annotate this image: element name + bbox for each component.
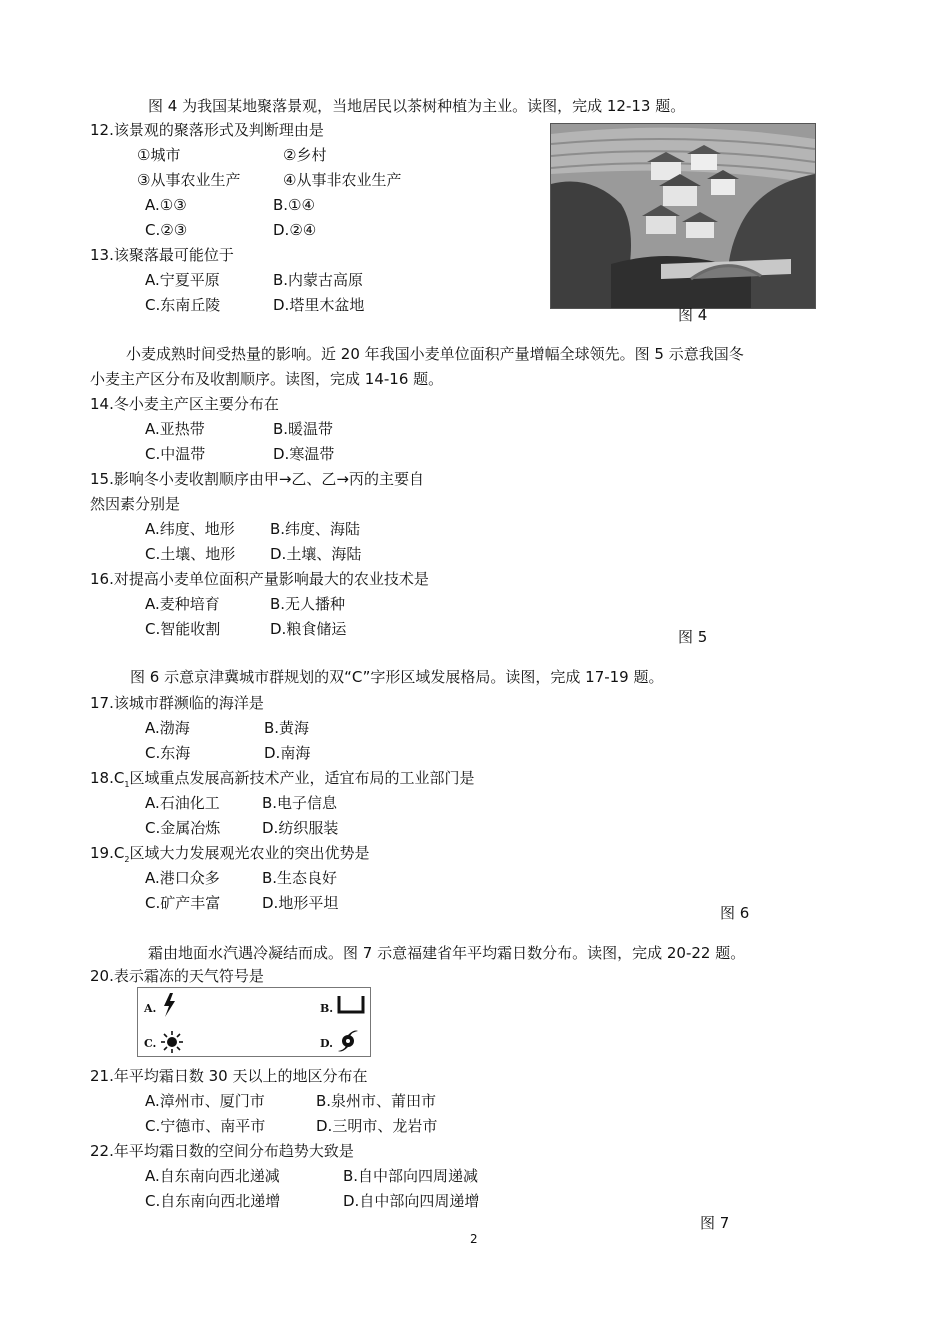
q13-stem: 13.该聚落最可能位于 [90,246,234,264]
q14-option-b: B.暖温带 [273,420,334,438]
q14-option-a: A.亚热带 [145,420,205,438]
q22-option-c: C.自东南向西北递增 [145,1192,281,1210]
q18-option-d: D.纺织服装 [262,819,339,837]
q13-option-b: B.内蒙古高原 [273,271,364,289]
q16-option-b: B.无人播种 [270,595,346,613]
q19-stem-prefix: 19.C [90,844,125,862]
figure-7-caption: 图 7 [700,1214,730,1232]
q19-stem-text: 区域大力发展观光农业的突出优势是 [129,844,370,862]
q19-stem [90,843,369,870]
intro-q12-13: 图 4 为我国某地聚落景观，当地居民以茶树种植为主业。读图，完成 12-13 题。 [148,97,686,115]
q18-stem-subscript: 1 [124,780,130,789]
q19-option-d: D.地形平坦 [262,894,339,912]
q20-stem: 20.表示霜冻的天气符号是 [90,967,264,985]
intro-q20-22: 霜由地面水汽遇冷凝结而成。图 7 示意福建省年平均霜日数分布。读图，完成 20-22 题。 [148,944,746,962]
q22-option-b: B.自中部向四周递减 [343,1167,479,1185]
symbol-option-c-label: C. [144,1037,157,1050]
q21-stem: 21.年平均霜日数 30 天以上的地区分布在 [90,1067,368,1085]
q21-option-d: D.三明市、龙岩市 [316,1117,438,1135]
q12-stem: 12.该景观的聚落形式及判断理由是 [90,121,324,139]
lightning-icon [160,992,178,1018]
q18-stem [90,768,474,795]
q21-option-c: C.宁德市、南平市 [145,1117,266,1135]
q17-option-b: B.黄海 [264,719,310,737]
figure-4-caption: 图 4 [678,306,708,324]
q21-option-b: B.泉州市、莆田市 [316,1092,437,1110]
q16-option-c: C.智能收割 [145,620,221,638]
q16-option-a: A.麦种培育 [145,595,220,613]
q13-option-c: C.东南丘陵 [145,296,221,314]
sun-icon [160,1030,184,1054]
q17-option-c: C.东海 [145,744,191,762]
q12-option-b: B.①④ [273,196,315,214]
q22-option-d: D.自中部向四周递增 [343,1192,480,1210]
q19-option-a: A.港口众多 [145,869,220,887]
intro-q14-16-line1: 小麦成熟时间受热量的影响。近 20 年我国小麦单位面积产量增幅全球领先。图 5 示意我国冬 [126,345,744,363]
symbol-option-d-label: D. [320,1037,333,1050]
symbol-option-a-label: A. [144,1002,157,1015]
figure-4-settlement-photo [550,123,816,309]
q12-option-d: D.②④ [273,221,317,239]
q17-stem: 17.该城市群濒临的海洋是 [90,694,264,712]
q19-option-b: B.生态良好 [262,869,338,887]
q18-option-a: A.石油化工 [145,794,220,812]
q14-stem: 14.冬小麦主产区主要分布在 [90,395,279,413]
figure-6-caption: 图 6 [720,904,750,922]
q15-option-b: B.纬度、海陆 [270,520,361,538]
typhoon-icon [336,1028,360,1054]
q14-option-d: D.寒温带 [273,445,335,463]
q14-option-c: C.中温带 [145,445,206,463]
weather-symbol-options [137,987,371,1057]
q19-stem-subscript: 2 [124,855,130,864]
q18-option-b: B.电子信息 [262,794,338,812]
q17-option-a: A.渤海 [145,719,190,737]
q16-stem: 16.对提高小麦单位面积产量影响最大的农业技术是 [90,570,429,588]
q15-stem-line1: 15.影响冬小麦收割顺序由甲→乙、乙→丙的主要自 [90,470,424,488]
q13-option-d: D.塔里木盆地 [273,296,365,314]
q19-option-c: C.矿产丰富 [145,894,221,912]
q18-option-c: C.金属冶炼 [145,819,221,837]
q12-option-a: A.①③ [145,196,187,214]
q15-option-d: D.土壤、海陆 [270,545,362,563]
q12-option-c: C.②③ [145,221,188,239]
intro-q14-16-line2: 小麦主产区分布及收割顺序。读图，完成 14-16 题。 [90,370,444,388]
intro-q17-19: 图 6 示意京津冀城市群规划的双“C”字形区域发展格局。读图，完成 17-19 题。 [130,668,664,686]
page-number: 2 [470,1232,478,1246]
q12-statement-2: ②乡村 [283,146,327,164]
q15-option-c: C.土壤、地形 [145,545,236,563]
symbol-option-b-label: B. [320,1002,334,1015]
frost-icon [336,994,366,1016]
q15-option-a: A.纬度、地形 [145,520,235,538]
figure-5-caption: 图 5 [678,628,708,646]
q16-option-d: D.粮食储运 [270,620,347,638]
q15-stem-line2: 然因素分别是 [90,495,181,513]
q21-option-a: A.漳州市、厦门市 [145,1092,265,1110]
q22-stem: 22.年平均霜日数的空间分布趋势大致是 [90,1142,354,1160]
q18-stem-prefix: 18.C [90,769,125,787]
q13-option-a: A.宁夏平原 [145,271,220,289]
q12-statement-4: ④从事非农业生产 [283,171,402,189]
q12-statement-3: ③从事农业生产 [137,171,241,189]
q17-option-d: D.南海 [264,744,311,762]
q22-option-a: A.自东南向西北递减 [145,1167,280,1185]
q12-statement-1: ①城市 [137,146,181,164]
q18-stem-text: 区域重点发展高新技术产业，适宜布局的工业部门是 [129,769,475,787]
